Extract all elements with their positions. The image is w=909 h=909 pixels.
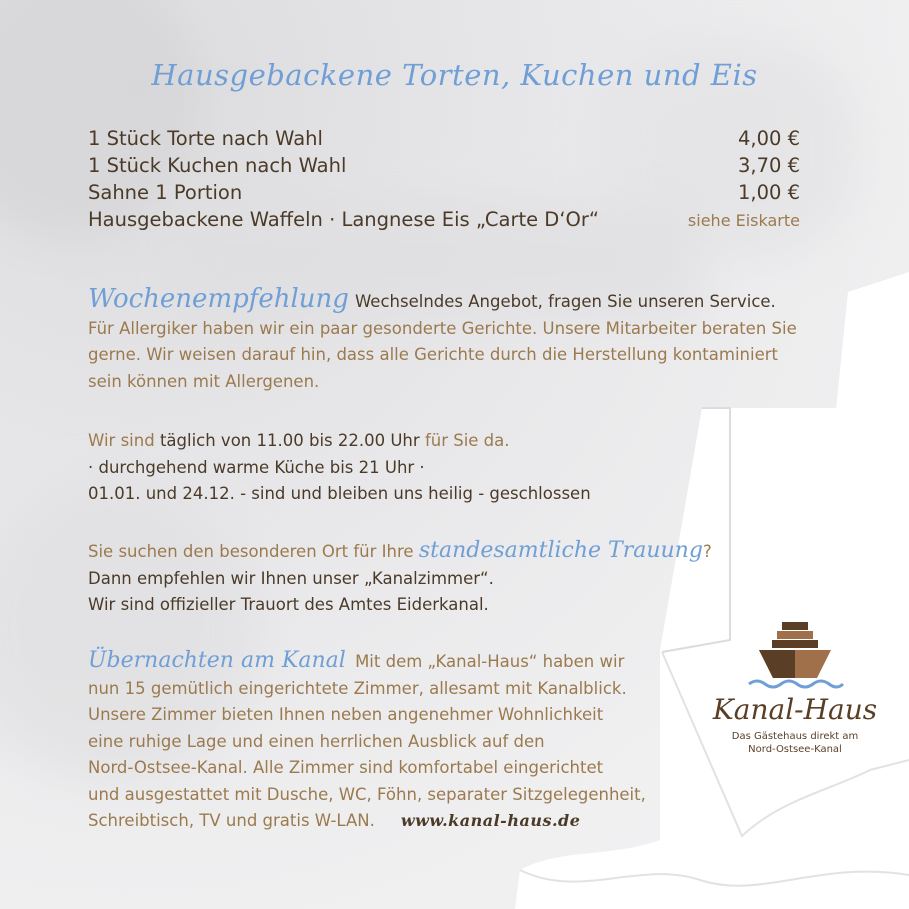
logo-tagline-2: Nord-Ostsee-Kanal bbox=[748, 744, 842, 755]
stay-line: eine ruhige Lage und einen herrlichen Ausblick auf den bbox=[88, 731, 545, 751]
wedding-line-3: Wir sind offizieller Trauort des Amtes Eiderkanal. bbox=[88, 595, 489, 614]
stay-line: und ausgestattet mit Dusche, WC, Föhn, separater Sitzgelegenheit, bbox=[88, 784, 646, 804]
hours-times: täglich von 11.00 bis 22.00 Uhr bbox=[159, 431, 420, 450]
stay-heading: Übernachten am Kanal bbox=[88, 648, 346, 673]
weekly-heading: Wochenempfehlung bbox=[88, 284, 349, 314]
stay-line: Schreibtisch, TV und gratis W-LAN. bbox=[88, 811, 375, 830]
price-row bbox=[88, 208, 800, 235]
price-list bbox=[88, 127, 800, 235]
price-row bbox=[88, 154, 800, 181]
kitchen-hours: · durchgehend warme Küche bis 21 Uhr · bbox=[88, 457, 425, 477]
weekly-recommendation bbox=[88, 286, 808, 395]
stay-line: Unsere Zimmer bieten Ihnen neben angenehmer Wohnlichkeit bbox=[88, 705, 604, 724]
logo-tagline-1: Das Gästehaus direkt am bbox=[731, 731, 859, 742]
wedding-info bbox=[88, 538, 808, 619]
hours-prefix: Wir sind bbox=[88, 431, 155, 450]
item-price: 4,00 € bbox=[737, 127, 800, 150]
item-name: Sahne 1 Portion bbox=[88, 181, 243, 204]
item-price: 3,70 € bbox=[737, 154, 800, 177]
allergy-text: Für Allergiker haben wir ein paar gesonderte Gerichte. Unsere Mitarbeiter beraten Sie gerne. Wir weisen darauf hin, dass alle Gerichte durch die Herstellung kontaminiert sein können mit Allergenen. bbox=[88, 318, 797, 391]
wedding-highlight: standesamtliche Trauung bbox=[418, 538, 703, 563]
opening-hours bbox=[88, 428, 808, 508]
wedding-line-2: Dann empfehlen wir Ihnen unser „Kanalzimmer“. bbox=[88, 568, 494, 588]
logo-name: Kanal-Haus bbox=[712, 693, 878, 726]
website-url[interactable]: www.kanal-haus.de bbox=[400, 811, 581, 830]
item-price: siehe Eiskarte bbox=[687, 211, 800, 230]
closed-days: 01.01. und 24.12. - sind und bleiben uns heilig - geschlossen bbox=[88, 484, 591, 503]
item-price: 1,00 € bbox=[737, 181, 800, 204]
stay-line: Mit dem „Kanal-Haus“ haben wir bbox=[355, 652, 625, 671]
stay-line: Nord-Ostsee-Kanal. Alle Zimmer sind komfortabel eingerichtet bbox=[88, 758, 604, 777]
accommodation-info bbox=[88, 648, 668, 835]
logo-tagline bbox=[690, 730, 900, 756]
hours-suffix: für Sie da. bbox=[424, 431, 510, 450]
item-name: 1 Stück Kuchen nach Wahl bbox=[88, 154, 347, 177]
price-row bbox=[88, 181, 800, 208]
stay-line: nun 15 gemütlich eingerichtete Zimmer, allesamt mit Kanalblick. bbox=[88, 678, 627, 698]
weekly-lead: Wechselndes Angebot, fragen Sie unseren Service. bbox=[354, 292, 776, 311]
wedding-suffix: ? bbox=[702, 542, 712, 561]
item-name: Hausgebackene Waffeln · Langnese Eis „Carte D‘Or“ bbox=[88, 208, 599, 231]
page-title: Hausgebackene Torten, Kuchen und Eis bbox=[151, 58, 758, 92]
item-name: 1 Stück Torte nach Wahl bbox=[88, 127, 323, 150]
ship-icon bbox=[745, 618, 845, 694]
price-row bbox=[88, 127, 800, 154]
kanal-haus-logo bbox=[690, 618, 900, 756]
wedding-prefix: Sie suchen den besonderen Ort für Ihre bbox=[88, 542, 414, 561]
